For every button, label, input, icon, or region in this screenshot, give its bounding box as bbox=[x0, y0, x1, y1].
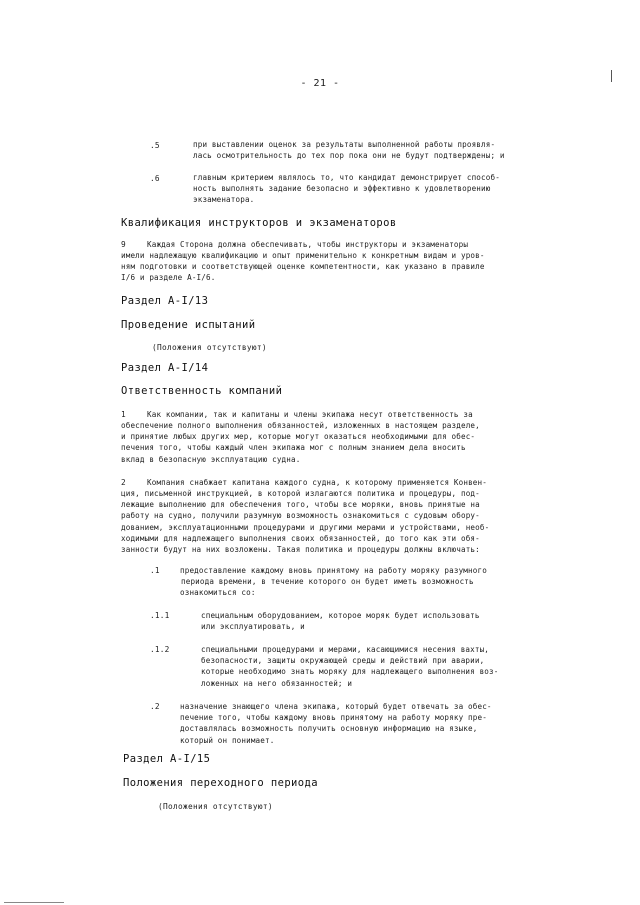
text-line: Компания снабжает капитана каждого судна, к которому применяется Конвен- bbox=[147, 478, 487, 487]
paragraph-text bbox=[121, 250, 485, 284]
item-text bbox=[201, 644, 498, 689]
paragraph-text bbox=[121, 239, 468, 250]
text-line: Как компании, так и капитаны и члены экипажа несут ответственность за bbox=[147, 410, 473, 419]
text-line: предоставление каждому вновь принятому на работу моряку разумного bbox=[180, 566, 487, 575]
section-subtitle: Проведение испытаний bbox=[121, 319, 256, 331]
item-number: .1.2 bbox=[150, 645, 170, 654]
text-line: специальными процедурами и мерами, касающимися несения вахты, bbox=[201, 645, 490, 654]
text-line: ходимыми для надлежащего выполнения своих обязанностей, до того как эти обя- bbox=[121, 533, 480, 543]
item-text bbox=[180, 565, 487, 599]
text-line: лежащие выполнению для обеспечения того, чтобы все моряки, вновь принятые на bbox=[121, 500, 480, 510]
paragraph-text bbox=[121, 420, 480, 465]
text-line: работу на судно, получили разумную возможность ознакомиться с судовым обору- bbox=[121, 511, 480, 521]
item-number: .1.1 bbox=[150, 611, 170, 620]
section-title: Раздел A-I/15 bbox=[123, 753, 211, 765]
text-line: периода времени, в течение которого он будет иметь возможность bbox=[181, 577, 474, 587]
item-text bbox=[193, 172, 500, 206]
provisions-absent-note: (Положения отсутствуют) bbox=[152, 343, 267, 352]
text-line: или эксплуатировать, и bbox=[201, 622, 305, 632]
text-line: специальным оборудованием, которое моряк будет использовать bbox=[201, 611, 480, 620]
paragraph-number: 1 bbox=[121, 410, 126, 419]
paragraph-text bbox=[147, 409, 473, 420]
section-subtitle: Положения переходного периода bbox=[123, 777, 318, 789]
text-line: при выставлении оценок за результаты выполненной работы проявля- bbox=[193, 140, 496, 149]
paragraph-text bbox=[121, 488, 489, 555]
text-line: ознакомиться со: bbox=[180, 588, 256, 598]
text-line: который он понимает. bbox=[180, 735, 275, 745]
text-line: экзаменатора. bbox=[193, 195, 255, 205]
item-text bbox=[201, 610, 480, 632]
text-line: печения того, чтобы каждый член экипажа мог с полным знанием дела вносить bbox=[121, 443, 466, 453]
text-line: имели надлежащую квалификацию и опыт применительно к конкретным видам и уров- bbox=[121, 251, 485, 260]
text-line: I/6 и разделе A-I/6. bbox=[121, 273, 216, 283]
section-title: Раздел A-I/14 bbox=[121, 362, 209, 374]
item-number: .2 bbox=[150, 702, 160, 711]
provisions-absent-note: (Положения отсутствуют) bbox=[158, 802, 273, 811]
item-number: .5 bbox=[150, 141, 160, 150]
paragraph-number: 9 bbox=[121, 240, 126, 249]
text-line: и принятие любых других мер, которые могут оказаться необходимыми для обес- bbox=[121, 432, 476, 442]
item-number: .1 bbox=[150, 566, 160, 575]
item-text bbox=[193, 139, 505, 161]
text-line: которые необходимо знать моряку для надлежащего выполнения воз- bbox=[201, 667, 499, 677]
text-line: Каждая Сторона должна обеспечивать, чтобы инструкторы и экзаменаторы bbox=[147, 240, 469, 249]
text-line: главным критерием являлось то, что кандидат демонстрирует способ- bbox=[193, 173, 500, 182]
text-line: ложенных на него обязанностей; и bbox=[201, 678, 353, 688]
text-line: печение того, чтобы каждому вновь принятому на работу моряку пре- bbox=[180, 713, 487, 723]
item-number: .6 bbox=[150, 174, 160, 183]
text-line: назначение знающего члена экипажа, который будет отвечать за обес- bbox=[180, 702, 492, 711]
text-line: обеспечение полного выполнения обязанностей, изложенных в настоящем разделе, bbox=[121, 421, 480, 430]
scan-edge-mark bbox=[4, 902, 64, 903]
page-number: - 21 - bbox=[300, 78, 340, 89]
text-line: вклад в безопасную эксплуатацию судна. bbox=[121, 454, 301, 464]
section-title: Раздел A-I/13 bbox=[121, 295, 209, 307]
paragraph-text bbox=[147, 477, 487, 488]
text-line: ция, письменной инструкцией, в которой излагаются политика и процедуры, под- bbox=[121, 489, 480, 498]
text-line: лась осмотрительность до тех пор пока они не будут подтверждены; и bbox=[193, 151, 505, 161]
text-line: безопасности, защиты окружающей среды и действий при аварии, bbox=[201, 656, 485, 666]
text-line: доставлялась возможность получить основную информацию на языке, bbox=[180, 724, 478, 734]
section-heading: Квалификация инструкторов и экзаменаторов bbox=[121, 217, 397, 229]
paragraph-number: 2 bbox=[121, 478, 126, 487]
text-line: ням подготовки и соответствующей оценке компетентности, как указано в правиле bbox=[121, 262, 485, 272]
section-subtitle: Ответственность компаний bbox=[121, 385, 283, 397]
text-line: ность выполнять задание безопасно и эффективно к удовлетворению bbox=[193, 184, 491, 194]
text-line: занности будут на них возложены. Такая политика и процедуры должны включать: bbox=[121, 545, 480, 555]
item-text bbox=[180, 701, 492, 746]
text-line: дованием, эксплуатационными процедурами и другими мерами и устройствами, необ- bbox=[121, 522, 490, 532]
